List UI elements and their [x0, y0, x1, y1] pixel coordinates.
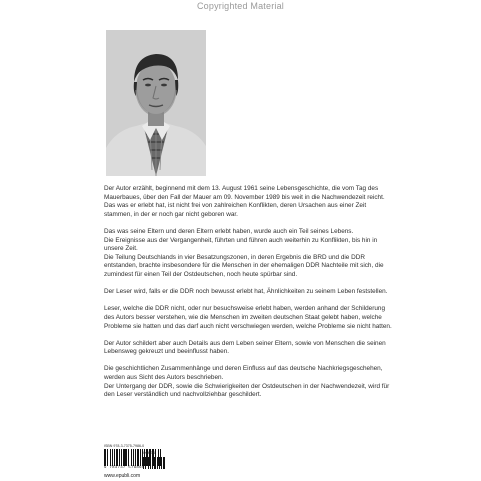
barcode-bar	[131, 449, 133, 466]
barcode-bar	[114, 449, 116, 466]
barcode-bar	[148, 457, 150, 469]
isbn-text: ISBN 978-3-7375-7986-0	[104, 444, 145, 448]
blurb-paragraph: Der Autor schildert aber auch Details aus dem Leben seiner Eltern, sowie von Menschen die seinen Lebensweg gekreuzt und beeinflusst haben.	[104, 339, 386, 356]
publisher-url: www.epubli.com	[104, 473, 141, 479]
barcode-bar	[159, 457, 160, 469]
barcode-bar	[143, 457, 144, 469]
barcode-bar	[121, 449, 122, 466]
blurb-text	[104, 185, 394, 408]
author-portrait-icon	[106, 30, 206, 176]
barcode-bar	[133, 449, 134, 466]
barcode-bar	[119, 449, 121, 466]
barcode-bar	[137, 449, 139, 466]
barcode-bar	[107, 449, 109, 466]
barcode-bar	[128, 449, 129, 466]
barcode-bar	[112, 449, 113, 466]
barcode-addon-bars	[143, 457, 165, 469]
copyright-watermark: Copyrighted Material	[196, 1, 285, 11]
barcode-bar	[152, 457, 153, 469]
barcode-bar	[154, 457, 156, 469]
barcode-bar	[157, 457, 158, 469]
blurb-paragraph: Leser, welche die DDR nicht, oder nur besuchsweise erlebt haben, werden anhand der Schilderung des Autors besser verstehen, wie die Menschen im zweiten deutschen Staat gelebt haben, welche Probleme sie hatten und das darf auch nicht verschwiegen werden, welche Probleme sie nicht hatten.	[104, 305, 392, 330]
blurb-paragraph: Das was seine Eltern und deren Eltern erlebt haben, wurde auch ein Teil seines Lebens. Die Ereignisse aus der Vergangenheit, führten und führen auch weiterhin zu Konflikten, bis hin in unsere Zeit. Die Teilung Deutschlands in vier Besatzungszonen, in deren Ergebnis die BRD und die DDR entstanden, brachte insbesondere für die Menschen in der ehemaligen DDR Nachteile mit sich, die zumindest für einen Teil der Ostdeutschen, noch heute spürbar sind.	[104, 227, 384, 278]
barcode-bar	[145, 457, 146, 469]
barcode-addon-digits: 00006	[143, 452, 156, 456]
barcode-bar	[150, 457, 151, 469]
blurb-paragraph: Der Autor erzählt, beginnend mit dem 13. August 1961 seine Lebensgeschichte, die vom Tag des Mauerbaues, über den Fall der Mauer am 09. November 1989 bis weit in die Nachwendezeit reicht. Das was er erlebt hat, ist nicht frei von zahlreichen Konflikten, deren Ursachen aus einer Zeit stammen, in der er noch gar nicht geboren war.	[104, 185, 385, 218]
barcode-digits: 9 783737 579860	[104, 466, 145, 470]
blurb-paragraph: Der Leser wird, falls er die DDR noch bewusst erlebt hat, Ähnlichkeiten zu seinem Leben feststellen.	[104, 288, 388, 296]
barcode-bar	[140, 449, 141, 466]
barcode-bar	[126, 449, 127, 466]
barcode-bar	[135, 449, 136, 466]
blurb-paragraph: Die geschichtlichen Zusammenhänge und deren Einfluss auf das deutsche Nachkriegsgeschehen, werden aus Sicht des Autors beschrieben. Der Untergang der DDR, sowie die Schwierigkeiten der Ostdeutschen in der Nachwendezeit, wird für den Leser verständlich und nachvollziehbar geschildert.	[104, 365, 390, 399]
barcode-bar	[110, 449, 111, 466]
author-photo	[106, 30, 206, 176]
barcode-bar	[164, 457, 165, 469]
